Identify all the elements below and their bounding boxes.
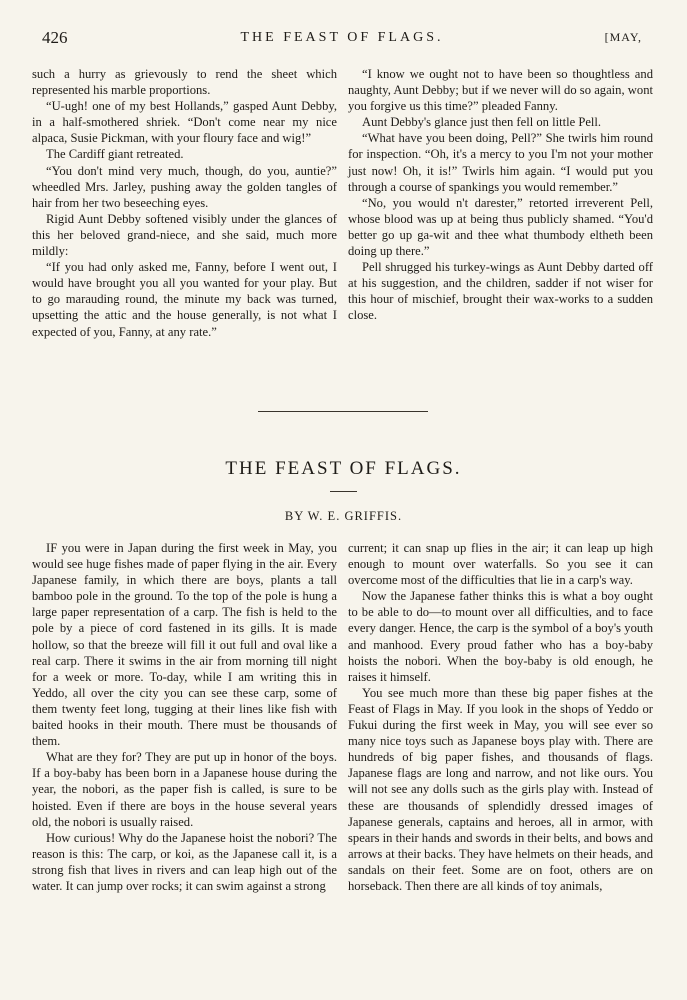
paragraph: “If you had only asked me, Fanny, before I went out, I would have brought you all you wanted for your play. But to go marauding round, the minute my back was turned, upsetting the attic and the house generally, is not what I expected of you, Fanny, at any rate.” [32,260,337,339]
paragraph: Rigid Aunt Debby softened visibly under the glances of this her beloved grand-niece, and she said, much more mildly: [32,211,337,259]
story-column-right [348,66,653,324]
story-column-left [32,66,337,340]
paragraph: “What have you been doing, Pell?” She twirls him round for inspection. “Oh, it's a mercy to you I'm not your mother just now! Oh, it is!” Twirls him again. “I would put you through a course of spankings you would remember.” [348,131,653,194]
paragraph: “You don't mind very much, though, do you, auntie?” wheedled Mrs. Jarley, pushing away the golden tangles of hair from her two beseeching eyes. [32,163,337,210]
paragraph: Now the Japanese father thinks this is what a boy ought to be able to do—to mount over all difficulties, and to face every danger. Hence, the carp is the symbol of a boy's youth and manhood. Every proud father who has a boy-baby hoists the nobori. When the boy-baby is old enough, he raises it himself. [348,589,653,684]
page-number: 426 [42,28,68,47]
paragraph: The Cardiff giant retreated. [46,147,184,162]
paragraph: Aunt Debby's glance just then fell on little Pell. [362,115,602,130]
paragraph: IF you were in Japan during the first week in May, you would see huge fishes made of paper flying in the air. Every Japanese family, in which there are boys, plants a tall bamboo pole in the ground. To the top of the pole is hung a large paper representation of a carp. The fish is held to the pole by a piece of cord fastened in its gills. It is made hollow, so that the breeze will fill it out full and oval like a real carp. There it swims in the air from morning till night for a week or more. To-day, while I am writing this in Yeddo, all over the city you can see these carp, some of them twenty feet long, tugging at their lines like fish with baited hooks in their mouth. There must be thousands of them. [32,541,337,749]
paragraph: current; it can snap up flies in the air; it can leap up high enough to mount over waterfalls. So you see it can overcome most of the difficulties that lie in a carp's way. [348,541,653,588]
paragraph: Pell shrugged his turkey-wings as Aunt Debby darted off at his suggestion, and the children, sadder if not wiser for this hour of mischief, brought their wax-works to a sudden close. [348,260,653,323]
paragraph: What are they for? They are put up in honor of the boys. If a boy-baby has been born in a Japanese house during the year, the nobori, as the paper fish is called, is sure to be hoisted. Even if there are boys in the house several years old, the nobori is usually raised. [32,750,337,829]
paragraph: You see much more than these big paper fishes at the Feast of Flags in May. If you look in the shops of Yeddo or Fukui during the first week in May, you will see ever so many nice toys such as Japanese boys play with. There are hundreds of big paper fishes, and thousands of flags. Japanese flags are long and narrow, and not like ours. You will not see any dolls such as the girls play with. Instead of these are thousands of splendidly dressed images of Japanese generals, captains and heroes, all in armor, with spears in their hands and swords in their belts, and bows and arrows at their backs. They have helmets on their heads, and sandals on their feet. Some are on foot, others are on horseback. Then there are all kinds of toy animals, [348,685,653,893]
page-header [42,28,642,52]
running-month: [MAY, [604,30,642,44]
paragraph: “I know we ought not to have been so thoughtless and naughty, Aunt Debby; but if we never will do so again, wont you forgive us this time?” pleaded Fanny. [348,67,653,114]
article-column-right [348,540,653,894]
running-title: THE FEAST OF FLAGS. [240,30,444,45]
article-byline: BY W. E. GRIFFIS. [284,509,403,523]
paragraph: “U-ugh! one of my best Hollands,” gasped Aunt Debby, in a half-smothered shriek. “Don't come near my nice alpaca, Susie Pickman, with your floury face and wig!” [32,99,337,146]
article-title: THE FEAST OF FLAGS. [225,458,462,479]
section-divider [258,411,428,412]
paragraph: “No, you would n't darester,” retorted irreverent Pell, whose blood was up at being thus publicly shamed. “You'd better go up ga-wit and thee what thumbody eltheth been doing up there.” [348,195,653,259]
title-rule [330,491,357,492]
paragraph: How curious! Why do the Japanese hoist the nobori? The reason is this: The carp, or koi, as the Japanese call it, is a strong fish that lives in rivers and can leap high out of the water. It can jump over rocks; it can swim against a strong [32,830,337,893]
article-column-left [32,540,337,894]
paragraph: such a hurry as grievously to rend the sheet which represented his marble proportions. [32,67,337,98]
